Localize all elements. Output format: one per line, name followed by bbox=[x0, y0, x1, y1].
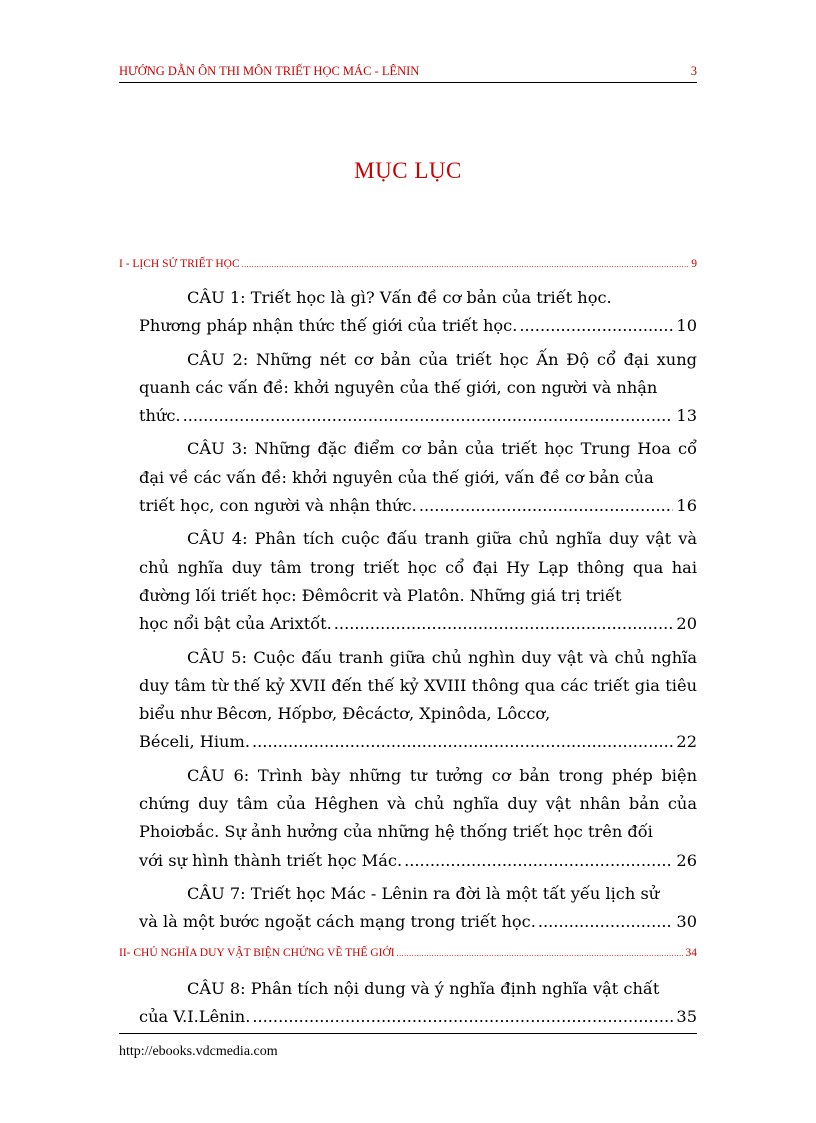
header-title: HƯỚNG DẪN ÔN THI MÔN TRIẾT HỌC MÁC - LÊNIN bbox=[119, 64, 420, 78]
toc-section-1[interactable] bbox=[119, 254, 697, 274]
entry-text-end: và là một bước ngoặt cách mạng trong triết học. bbox=[139, 912, 536, 932]
section-label: I - LỊCH SỬ TRIẾT HỌC bbox=[119, 258, 240, 270]
toc-entry-cau-3[interactable] bbox=[119, 435, 697, 520]
section-label: II- CHỦ NGHĨA DUY VẬT BIỆN CHỨNG VỀ THẾ GIỚI bbox=[119, 946, 395, 959]
dot-leader bbox=[242, 255, 690, 275]
entry-text: CÂU 5: Cuộc đấu tranh giữa chủ nghìn duy vật và chủ nghĩa duy tâm từ thế kỷ XVII đến thế kỷ XVIII thông qua các triết gia tiêu biểu như Bêcơn, Hốpbơ, Đêcáctơ, Xpinôda, Lôccơ, bbox=[139, 647, 697, 724]
entry-text: CÂU 3: Những đặc điểm cơ bản của triết học Trung Hoa cổ đại về các vấn đề: khởi nguyên của thế giới, vấn đề cơ bản của bbox=[139, 439, 697, 487]
entry-text-end: với sự hình thành triết học Mác. bbox=[139, 850, 403, 870]
toc-section-2[interactable] bbox=[119, 943, 697, 963]
dot-leader bbox=[397, 944, 684, 964]
entry-text-end: của V.I.Lênin. bbox=[139, 1006, 251, 1026]
entry-page: 20 bbox=[676, 614, 697, 634]
toc-entry-cau-1[interactable] bbox=[119, 284, 697, 341]
entry-text-end: triết học, con người và nhận thức. bbox=[139, 496, 417, 516]
toc-entry-cau-2[interactable] bbox=[119, 346, 697, 431]
toc-entry-cau-7[interactable] bbox=[119, 880, 697, 937]
entry-page: 26 bbox=[676, 850, 697, 870]
running-header bbox=[119, 64, 697, 83]
entry-page: 10 bbox=[676, 316, 697, 336]
entry-page: 13 bbox=[676, 406, 697, 426]
entry-page: 35 bbox=[676, 1006, 697, 1026]
entry-page: 22 bbox=[676, 732, 697, 752]
entry-text: CÂU 8: Phân tích nội dung và ý nghĩa định nghĩa vật chất bbox=[187, 978, 660, 998]
toc-entry-cau-4[interactable] bbox=[119, 525, 697, 638]
dot-leader bbox=[334, 610, 674, 638]
toc-entry-cau-6[interactable] bbox=[119, 762, 697, 875]
entry-text: CÂU 7: Triết học Mác - Lênin ra đời là một tất yếu lịch sử bbox=[187, 883, 660, 903]
entry-page: 30 bbox=[676, 912, 697, 932]
entry-text: CÂU 6: Trình bày những tư tưởng cơ bản trong phép biện chứng duy tâm của Hêghen và chủ nghĩa duy vật nhân bản của Phoiơbắc. Sự ảnh hưởng của những hệ thống triết học trên đối bbox=[139, 765, 697, 842]
section-page: 34 bbox=[685, 946, 697, 959]
page-footer bbox=[119, 1033, 697, 1060]
dot-leader bbox=[419, 492, 674, 520]
toc-entry-cau-8[interactable] bbox=[119, 975, 697, 1032]
dot-leader bbox=[538, 908, 674, 936]
dot-leader bbox=[252, 728, 673, 756]
entry-text-end: Béceli, Hium. bbox=[139, 732, 250, 752]
page-title: MỤC LỤC bbox=[354, 158, 462, 183]
header-page-number: 3 bbox=[690, 64, 697, 78]
dot-leader bbox=[519, 312, 673, 340]
entry-text: CÂU 1: Triết học là gì? Vấn đề cơ bản của triết học. bbox=[187, 288, 612, 307]
entry-text: CÂU 2: Những nét cơ bản của triết học Ấn Độ cổ đại xung quanh các vấn đề: khởi nguyên của thế giới, con người và nhận bbox=[139, 349, 697, 397]
entry-page: 16 bbox=[676, 496, 697, 516]
entry-text: CÂU 4: Phân tích cuộc đấu tranh giữa chủ nghĩa duy vật và chủ nghĩa duy tâm trong triết học cổ đại Hy Lạp thông qua hai đường lối triết học: Đêmôcrit và Platôn. Những giá trị triết bbox=[139, 529, 697, 605]
section-page: 9 bbox=[691, 258, 697, 270]
toc-entry-cau-5[interactable] bbox=[119, 644, 697, 757]
dot-leader bbox=[252, 1003, 673, 1031]
entry-text-end: học nổi bật của Arixtốt. bbox=[139, 614, 332, 634]
entry-text-end: Phương pháp nhận thức thế giới của triết học. bbox=[139, 316, 518, 336]
footer-url[interactable]: http://ebooks.vdcmedia.com bbox=[119, 1044, 278, 1059]
dot-leader bbox=[183, 402, 674, 430]
dot-leader bbox=[404, 847, 673, 875]
entry-text-end: thức. bbox=[139, 406, 181, 426]
table-of-contents bbox=[119, 254, 697, 1036]
